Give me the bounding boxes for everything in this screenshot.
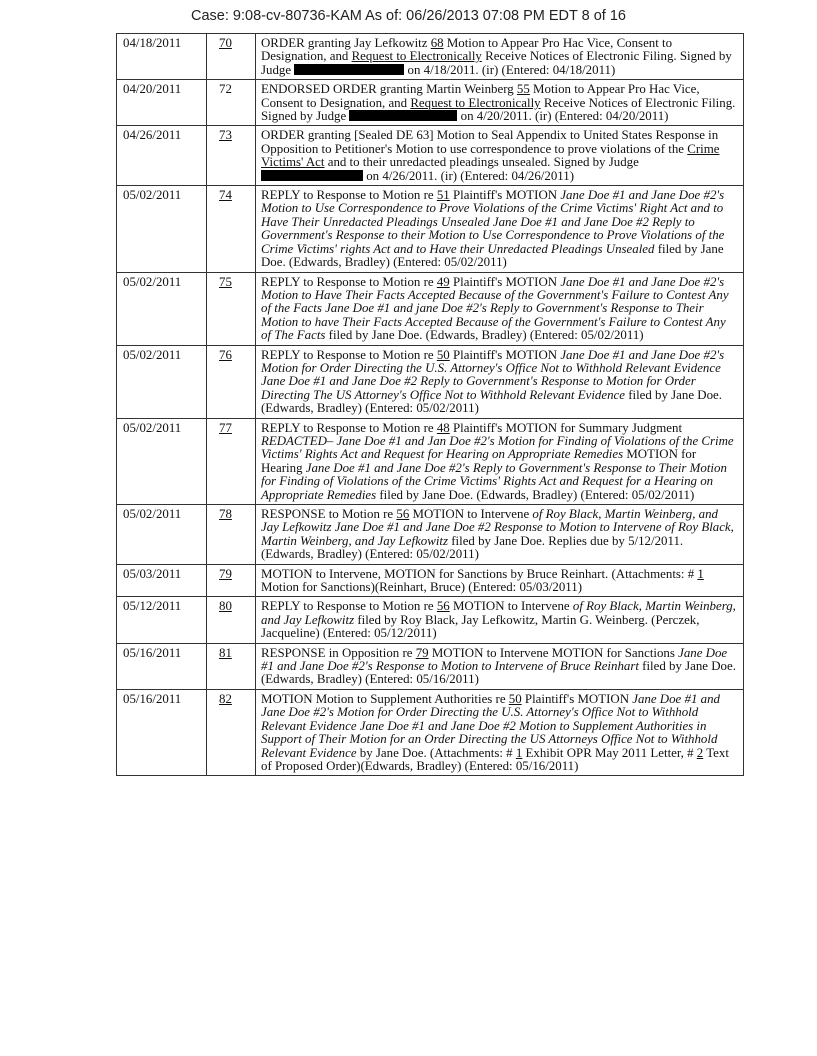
docket-row <box>117 126 744 186</box>
entry-number-link[interactable]: 82 <box>219 691 232 706</box>
entry-text: filed by Roy Black, Jay Lefkowitz, Martin G. Weinberg. (Perczek, Jacqueline) (Entered: 05/12/2011) <box>261 612 700 641</box>
entry-description <box>256 689 744 775</box>
document-link[interactable]: 49 <box>436 274 450 289</box>
entry-text: Motion to Appear Pro Hac Vice, Consent to Designation, and <box>261 36 673 64</box>
entry-text: ORDER granting [Sealed DE 63] Motion to Seal Appendix to United States Response in Opposition to Petitioner's Motion to use correspondence to prove violations of the <box>261 128 719 156</box>
entry-text: filed by Jane Doe. Replies due by 5/12/2011. (Edwards, Bradley) (Entered: 05/02/2011) <box>261 533 684 562</box>
entry-text: by Jane Doe. (Attachments: # <box>356 745 516 760</box>
entry-number-link[interactable]: 76 <box>219 347 232 362</box>
document-link[interactable]: 51 <box>436 188 450 203</box>
motion-title-text: Jane Doe #1 and Jane Doe #2's Motion for Order Directing the U.S. Attorney's Office Not to Withhold Relevant Evidence Jane Doe #1 and Jane Doe #2 Reply to Government's Response to Motion for Order Directing The US Attorney's Office Not to Withhold Relevant Evidence <box>261 347 725 402</box>
entry-text: REPLY to Response to Motion re <box>261 274 437 289</box>
entry-number-link[interactable]: 74 <box>219 188 232 203</box>
entry-text: Receive Notices of Electronic Filing. Signed by Judge <box>261 95 736 124</box>
entry-date: 04/20/2011 <box>117 80 207 126</box>
entry-text: filed by Jane Doe. (Edwards, Bradley) (Entered: 05/02/2011) <box>261 387 722 416</box>
entry-text: REPLY to Response to Motion re <box>261 347 437 362</box>
entry-text: Motion to Appear Pro Hac Vice, Consent to Designation, and <box>261 82 700 110</box>
motion-title-text: of Roy Black, Martin Weinberg, and Jay Lefkowitz Jane Doe #1 and Jane Doe #2 Response to Motion to Intervene of Roy Black, Martin Weinberg, and Jay Lefkowitz <box>261 507 734 548</box>
entry-text: MOTION to Intervene MOTION for Sanctions <box>428 645 679 660</box>
docket-row <box>117 272 744 345</box>
document-link[interactable]: Request to Electronically <box>351 49 482 64</box>
entry-date: 04/26/2011 <box>117 126 207 186</box>
redaction-bar <box>349 110 457 121</box>
motion-title-text: REDACTED– Jane Doe #1 and Jan Doe #2's Motion for Finding of Violations of the Crime Victims' Rights Act and Request for Hearing on Appropriate Remedies <box>261 433 734 462</box>
motion-title-text: Jane Doe #1 and Jane Doe #2's Response to Motion to Intervene of Bruce Reinhart <box>261 645 728 674</box>
entry-number-link[interactable]: 75 <box>219 274 232 289</box>
entry-text: MOTION for Hearing <box>261 447 697 475</box>
motion-title-text: Jane Doe #1 and Jane Doe #2's Motion to Have Their Facts Accepted Because of the Government's Failure to Contest Any of the Facts Jane Doe #1 and jane Doe #2's Reply to Government's Response to Their Motion to have Their Facts Accepted Because of the Government's Failure to Contest Any of The Facts <box>261 274 729 343</box>
document-link[interactable]: 1 <box>697 566 704 581</box>
docket-row <box>117 345 744 418</box>
entry-text: RESPONSE to Motion re <box>261 507 397 521</box>
entry-description <box>256 597 744 643</box>
docket-row <box>117 505 744 565</box>
entry-description <box>256 80 744 126</box>
docket-row <box>117 80 744 126</box>
docket-row <box>117 564 744 597</box>
entry-text: filed by Jane Doe. (Edwards, Bradley) (Entered: 05/16/2011) <box>261 659 736 687</box>
entry-date: 05/02/2011 <box>117 272 207 345</box>
docket-row <box>117 418 744 504</box>
document-link[interactable]: 2 <box>696 745 704 760</box>
document-link[interactable]: 50 <box>436 347 450 362</box>
entry-text: filed by Jane Doe. (Edwards, Bradley) (Entered: 05/02/2011) <box>376 487 695 502</box>
entry-text: REPLY to Response to Motion re <box>261 420 437 435</box>
entry-description <box>256 643 744 689</box>
document-link[interactable]: 68 <box>430 36 444 50</box>
docket-table <box>116 33 744 776</box>
entry-text: and to their unredacted pleadings unsealed. Signed by Judge <box>324 155 639 170</box>
entry-text: on 4/26/2011. (ir) (Entered: 04/26/2011) <box>363 168 574 183</box>
docket-row <box>117 643 744 689</box>
entry-description <box>256 505 744 565</box>
entry-text: REPLY to Response to Motion re <box>261 599 437 614</box>
entry-date: 05/02/2011 <box>117 186 207 272</box>
document-link[interactable]: 50 <box>508 691 522 706</box>
motion-title-text: Jane Doe #1 and Jane Doe #2's Reply to Government's Response to Their Motion for Finding of Violations of the Crime Victims' Rights Act and Request for a Hearing on Appropriate Remedies <box>261 460 727 502</box>
entry-text: ENDORSED ORDER granting Martin Weinberg <box>261 82 517 97</box>
entry-number-link[interactable]: 77 <box>219 420 232 435</box>
document-link[interactable]: 56 <box>436 599 450 614</box>
entry-text: Plaintiff's MOTION for Summary Judgment <box>449 420 683 435</box>
entry-text: REPLY to Response to Motion re <box>261 188 437 203</box>
redaction-bar <box>294 64 404 75</box>
entry-text: Plaintiff's MOTION <box>449 274 561 289</box>
docket-row <box>117 186 744 272</box>
entry-number-link[interactable]: 79 <box>219 566 232 581</box>
document-link[interactable]: 48 <box>436 420 450 435</box>
entry-number: 72 <box>219 82 232 97</box>
entry-text: MOTION to Intervene <box>449 599 573 614</box>
entry-description <box>256 126 744 186</box>
entry-description <box>256 564 744 597</box>
page-header: Case: 9:08-cv-80736-KAM As of: 06/26/2013 07:08 PM EDT 8 of 16 <box>191 8 626 24</box>
entry-text: filed by Jane Doe. (Edwards, Bradley) (Entered: 05/02/2011) <box>325 328 644 343</box>
entry-text: MOTION Motion to Supplement Authorities re <box>261 691 509 706</box>
entry-text: MOTION to Intervene <box>409 507 533 521</box>
docket-row <box>117 597 744 643</box>
entry-text: ORDER granting Jay Lefkowitz <box>261 36 431 50</box>
entry-text: on 4/18/2011. (ir) (Entered: 04/18/2011) <box>404 62 616 77</box>
entry-date: 05/02/2011 <box>117 505 207 565</box>
entry-date: 04/18/2011 <box>117 34 207 80</box>
entry-text: Plaintiff's MOTION <box>449 347 561 362</box>
motion-title-text: Jane Doe #1 and Jane Doe #2's Motion for Order Directing the U.S. Attorney's Office Not to Withhold Relevant Evidence Jane Doe #1 and Jane Doe #2 Motion to Supplement Authorities in Support of Their Motion for an Order Directing the US Attorneys Office Not to Withhold Relevant Evidence <box>261 691 720 760</box>
entry-text: on 4/20/2011. (ir) (Entered: 04/20/2011) <box>457 109 669 124</box>
entry-date: 05/16/2011 <box>117 643 207 689</box>
motion-title-text: of Roy Black, Martin Weinberg, and Jay Lefkowitz <box>261 599 736 627</box>
entry-description <box>256 34 744 80</box>
document-link[interactable]: Request to Electronically <box>410 95 541 110</box>
motion-title-text: Jane Doe #1 and Jane Doe #2's Motion to Use Correspondence to Prove Violations of the Crime Victims' Right Act and to Have Their Unredacted Pleadings Unsealed Jane Doe #1 and Jane Doe #2 Reply to Government's Response to their Motion to Use Correspondence to Prove Violations of the Crime Victims' rights Act and to Have their Unredacted Pleadings Unsealed <box>261 188 725 256</box>
entry-description <box>256 186 744 272</box>
document-link[interactable]: 1 <box>515 745 523 760</box>
entry-date: 05/02/2011 <box>117 418 207 504</box>
document-link[interactable]: 55 <box>516 82 530 97</box>
entry-description <box>256 272 744 345</box>
docket-body <box>117 34 744 776</box>
entry-number-link[interactable]: 80 <box>219 599 232 614</box>
entry-text: Receive Notices of Electronic Filing. Signed by Judge <box>261 49 732 77</box>
entry-date: 05/03/2011 <box>117 564 207 597</box>
entry-text: MOTION to Intervene, MOTION for Sanctions by Bruce Reinhart. (Attachments: # <box>261 566 698 581</box>
document-link[interactable]: 56 <box>396 507 410 521</box>
document-link[interactable]: 79 <box>415 645 429 660</box>
entry-text: Text of Proposed Order)(Edwards, Bradley) (Entered: 05/16/2011) <box>261 745 729 773</box>
entry-number-link[interactable]: 81 <box>219 645 232 660</box>
document-link[interactable]: Crime Victims' Act <box>261 141 720 170</box>
entry-date: 05/12/2011 <box>117 597 207 643</box>
entry-description <box>256 345 744 418</box>
entry-text: Plaintiff's MOTION <box>521 691 633 706</box>
entry-number-link[interactable]: 73 <box>219 128 232 143</box>
entry-date: 05/16/2011 <box>117 689 207 775</box>
entry-text: Exhibit OPR May 2011 Letter, # <box>522 745 697 760</box>
entry-text: filed by Jane Doe. (Edwards, Bradley) (Entered: 05/02/2011) <box>261 241 724 270</box>
entry-description <box>256 418 744 504</box>
entry-number-link[interactable]: 78 <box>219 507 232 521</box>
entry-text: Motion for Sanctions)(Reinhart, Bruce) (Entered: 05/03/2011) <box>261 580 582 595</box>
docket-row <box>117 34 744 80</box>
redaction-bar <box>261 170 363 181</box>
entry-date: 05/02/2011 <box>117 345 207 418</box>
docket-row <box>117 689 744 775</box>
entry-text: Plaintiff's MOTION <box>449 188 561 203</box>
entry-number-link[interactable]: 70 <box>219 36 232 50</box>
entry-text: RESPONSE in Opposition re <box>261 645 416 660</box>
